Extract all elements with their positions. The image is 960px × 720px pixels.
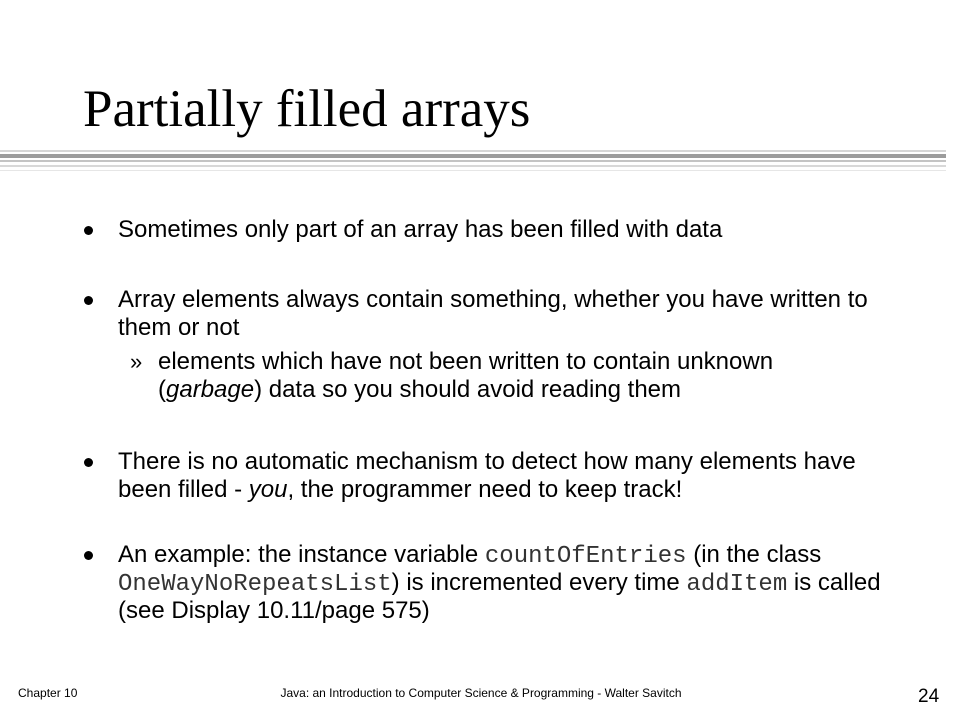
code-identifier: OneWayNoRepeatsList [118,571,392,598]
bullet-text: There is no automatic mechanism to detect how many elements have [118,448,856,475]
footer-course-title: Java: an Introduction to Computer Science & Programming - Walter Savitch [280,686,682,700]
sub-bullet-item [0,348,960,404]
code-identifier: addItem [686,571,788,598]
slide-title: Partially filled arrays [83,80,531,138]
bullet-text-line [118,597,960,625]
bullet-text-line [158,348,960,376]
bullet-text: , the programmer need to keep track! [287,476,683,503]
rule-line [0,150,946,152]
bullet-text: ( [158,376,166,403]
rule-line [0,165,946,167]
bullet-text: elements which have not been written to contain unknown [158,348,774,375]
bullet-text-line [118,286,960,314]
bullet-text: Sometimes only part of an array has been filled with data [118,216,723,243]
footer-chapter: Chapter 10 [18,686,78,700]
bullet-text-line [118,314,960,342]
emphasis-text: garbage [166,376,255,403]
bullet-text: (in the class [686,541,822,568]
bullet-text-line [118,448,960,476]
emphasis-text: you [248,476,288,503]
bullet-item [0,448,960,504]
bullet-text: been filled - [118,476,249,503]
rule-line [0,160,946,162]
bullet-text: Array elements always contain something, whether you have written to [118,286,868,313]
bullet-item [0,216,960,244]
bullet-text-line [118,541,960,569]
bullet-text: An example: the instance variable [118,541,485,568]
bullet-item [0,541,960,625]
bullet-item [0,286,960,342]
bullet-text: ) is incremented every time [391,569,687,596]
bullet-text-line [158,376,960,404]
bullet-text: ) data so you should avoid reading them [254,376,682,403]
bullet-icon [84,226,93,235]
bullet-text: (see Display 10.11/page 575) [118,597,430,624]
rule-line [0,154,946,158]
bullet-text: them or not [118,314,240,341]
bullet-text-line [118,569,960,597]
bullet-icon [84,551,93,560]
sub-bullet-marker: » [130,349,143,374]
bullet-text-line [118,476,960,504]
bullet-icon [84,296,93,305]
bullet-text: is called [787,569,881,596]
bullet-text-line [118,216,960,244]
footer-page-number: 24 [918,686,940,707]
bullet-icon [84,458,93,467]
rule-line [0,170,946,171]
code-identifier: countOfEntries [484,543,687,570]
